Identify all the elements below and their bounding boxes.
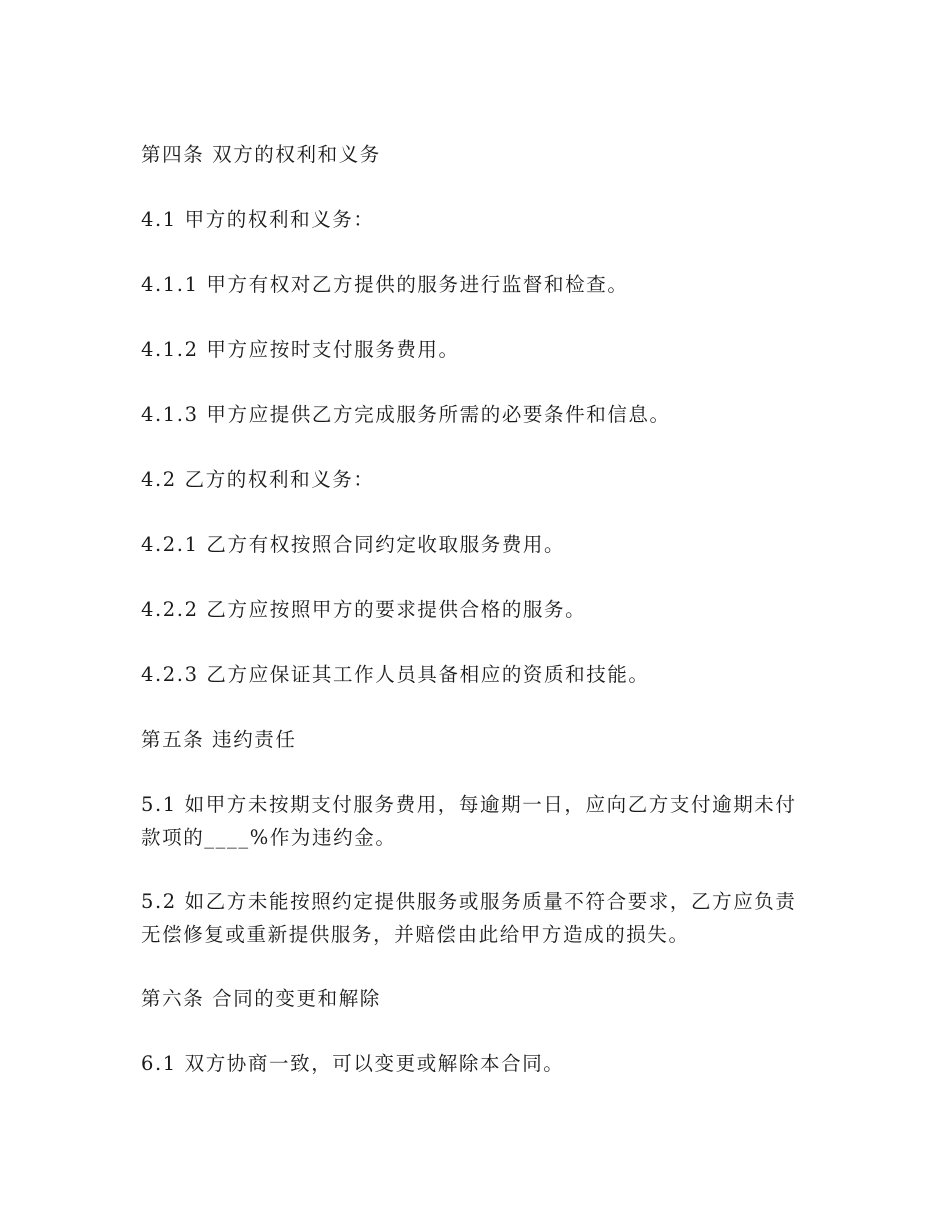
clause-4-2: 4.2 乙方的权利和义务： xyxy=(141,468,375,491)
clause-5-1: 5.1 如甲方未按期支付服务费用，每逾期一日，应向乙方支付逾期未付款项的____%作为违约金。 xyxy=(141,793,797,849)
clause-4-1-2: 4.1.2 甲方应按时支付服务费用。 xyxy=(141,338,460,361)
article-4-heading: 第四条 双方的权利和义务 xyxy=(141,143,381,166)
clause-4-1: 4.1 甲方的权利和义务： xyxy=(141,208,375,231)
clause-4-1-3: 4.1.3 甲方应提供乙方完成服务所需的必要条件和信息。 xyxy=(141,403,671,426)
clause-4-1-1: 4.1.1 甲方有权对乙方提供的服务进行监督和检查。 xyxy=(141,273,629,296)
article-5-heading: 第五条 违约责任 xyxy=(141,728,297,751)
clause-6-1: 6.1 双方协商一致，可以变更或解除本合同。 xyxy=(141,1052,565,1075)
clause-4-2-3: 4.2.3 乙方应保证其工作人员具备相应的资质和技能。 xyxy=(141,663,650,686)
clause-5-2: 5.2 如乙方未能按照约定提供服务或服务质量不符合要求，乙方应负责无偿修复或重新提供服务，并赔偿由此给甲方造成的损失。 xyxy=(141,890,797,946)
clause-4-2-1: 4.2.1 乙方有权按照合同约定收取服务费用。 xyxy=(141,533,566,556)
clause-4-2-2: 4.2.2 乙方应按照甲方的要求提供合格的服务。 xyxy=(141,598,587,621)
article-6-heading: 第六条 合同的变更和解除 xyxy=(141,987,381,1010)
